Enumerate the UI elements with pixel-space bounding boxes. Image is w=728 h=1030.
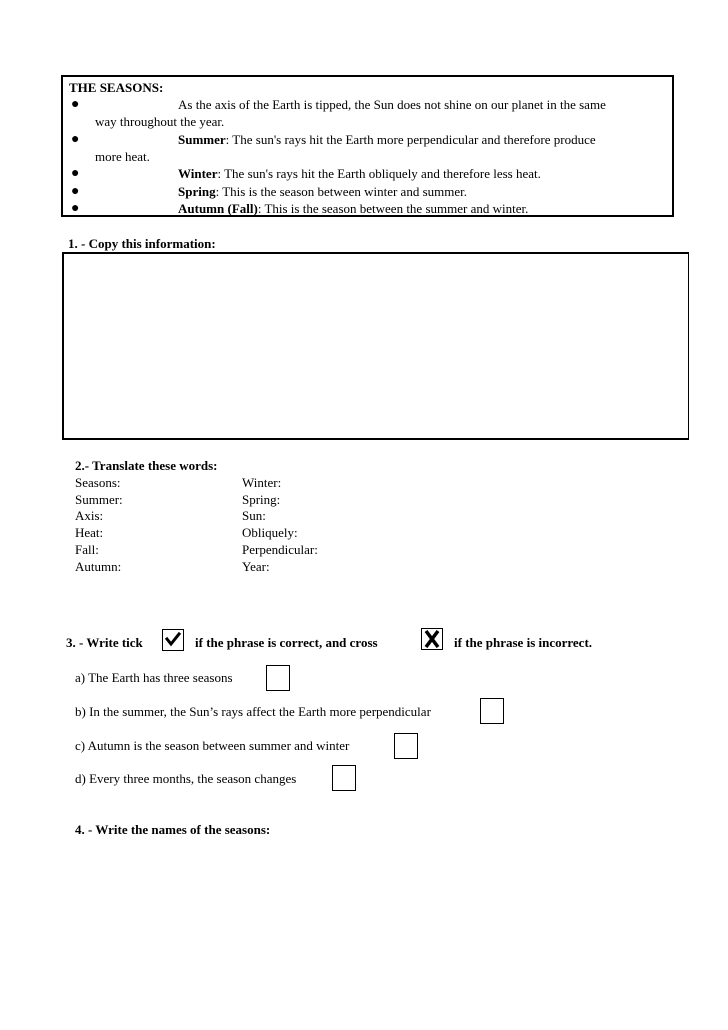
word-left-6: Autumn:: [75, 559, 122, 574]
q3-heading-part3: if the phrase is incorrect.: [454, 635, 593, 650]
word-right-3: Sun:: [242, 508, 266, 523]
bullet-text-continued: more heat.: [95, 149, 150, 164]
term-winter: Winter: [178, 166, 218, 181]
q3-heading-part1: 3. - Write tick: [66, 635, 143, 650]
bullet-text: As the axis of the Earth is tipped, the Sun does not shine on our planet in the same: [178, 97, 606, 112]
bullet-icon: ●: [71, 97, 80, 112]
word-left-2: Summer:: [75, 492, 123, 507]
term-spring: Spring: [178, 184, 216, 199]
bullet-text: : This is the season between the summer and winter.: [257, 201, 529, 216]
bullet-icon: ●: [71, 132, 80, 147]
q4-heading: 4. - Write the names of the seasons:: [75, 822, 271, 837]
bullet-icon: ●: [71, 184, 80, 199]
bullet-text-continued: way throughout the year.: [95, 114, 225, 129]
checkbox-statement-b[interactable]: [480, 698, 504, 724]
bullet-icon: ●: [71, 166, 80, 181]
bullet-text: : This is the season between winter and summer.: [215, 184, 467, 199]
word-right-5: Perpendicular:: [242, 542, 318, 557]
bullet-text: : The sun's rays hit the Earth obliquely and therefore less heat.: [217, 166, 541, 181]
q2-heading: 2.- Translate these words:: [75, 458, 218, 473]
seasons-title: THE SEASONS:: [69, 80, 164, 95]
word-right-1: Winter:: [242, 475, 282, 490]
statement-a: a) The Earth has three seasons: [75, 670, 233, 685]
word-right-2: Spring:: [242, 492, 281, 507]
statement-c: c) Autumn is the season between summer and winter: [75, 738, 350, 753]
bullet-text: : The sun's rays hit the Earth more perpendicular and therefore produce: [225, 132, 596, 147]
checkbox-statement-d[interactable]: [332, 765, 356, 791]
word-left-5: Fall:: [75, 542, 99, 557]
copy-answer-box[interactable]: [62, 252, 689, 440]
word-left-3: Axis:: [75, 508, 104, 523]
word-right-4: Obliquely:: [242, 525, 298, 540]
statement-d: d) Every three months, the season changes: [75, 771, 297, 786]
cross-icon: [424, 630, 440, 648]
q3-heading-part2: if the phrase is correct, and cross: [195, 635, 378, 650]
word-left-1: Seasons:: [75, 475, 121, 490]
cross-legend-box: [421, 628, 443, 650]
bullet-icon: ●: [71, 201, 80, 216]
term-autumn: Autumn (Fall): [178, 201, 258, 216]
term-summer: Summer: [178, 132, 226, 147]
checkbox-statement-c[interactable]: [394, 733, 418, 759]
q1-heading: 1. - Copy this information:: [68, 236, 216, 251]
seasons-info-box: [61, 75, 674, 217]
tick-legend-box: [162, 629, 184, 651]
word-right-6: Year:: [242, 559, 270, 574]
word-left-4: Heat:: [75, 525, 104, 540]
tick-icon: [165, 632, 181, 648]
checkbox-statement-a[interactable]: [266, 665, 290, 691]
statement-b: b) In the summer, the Sun’s rays affect the Earth more perpendicular: [75, 704, 431, 719]
